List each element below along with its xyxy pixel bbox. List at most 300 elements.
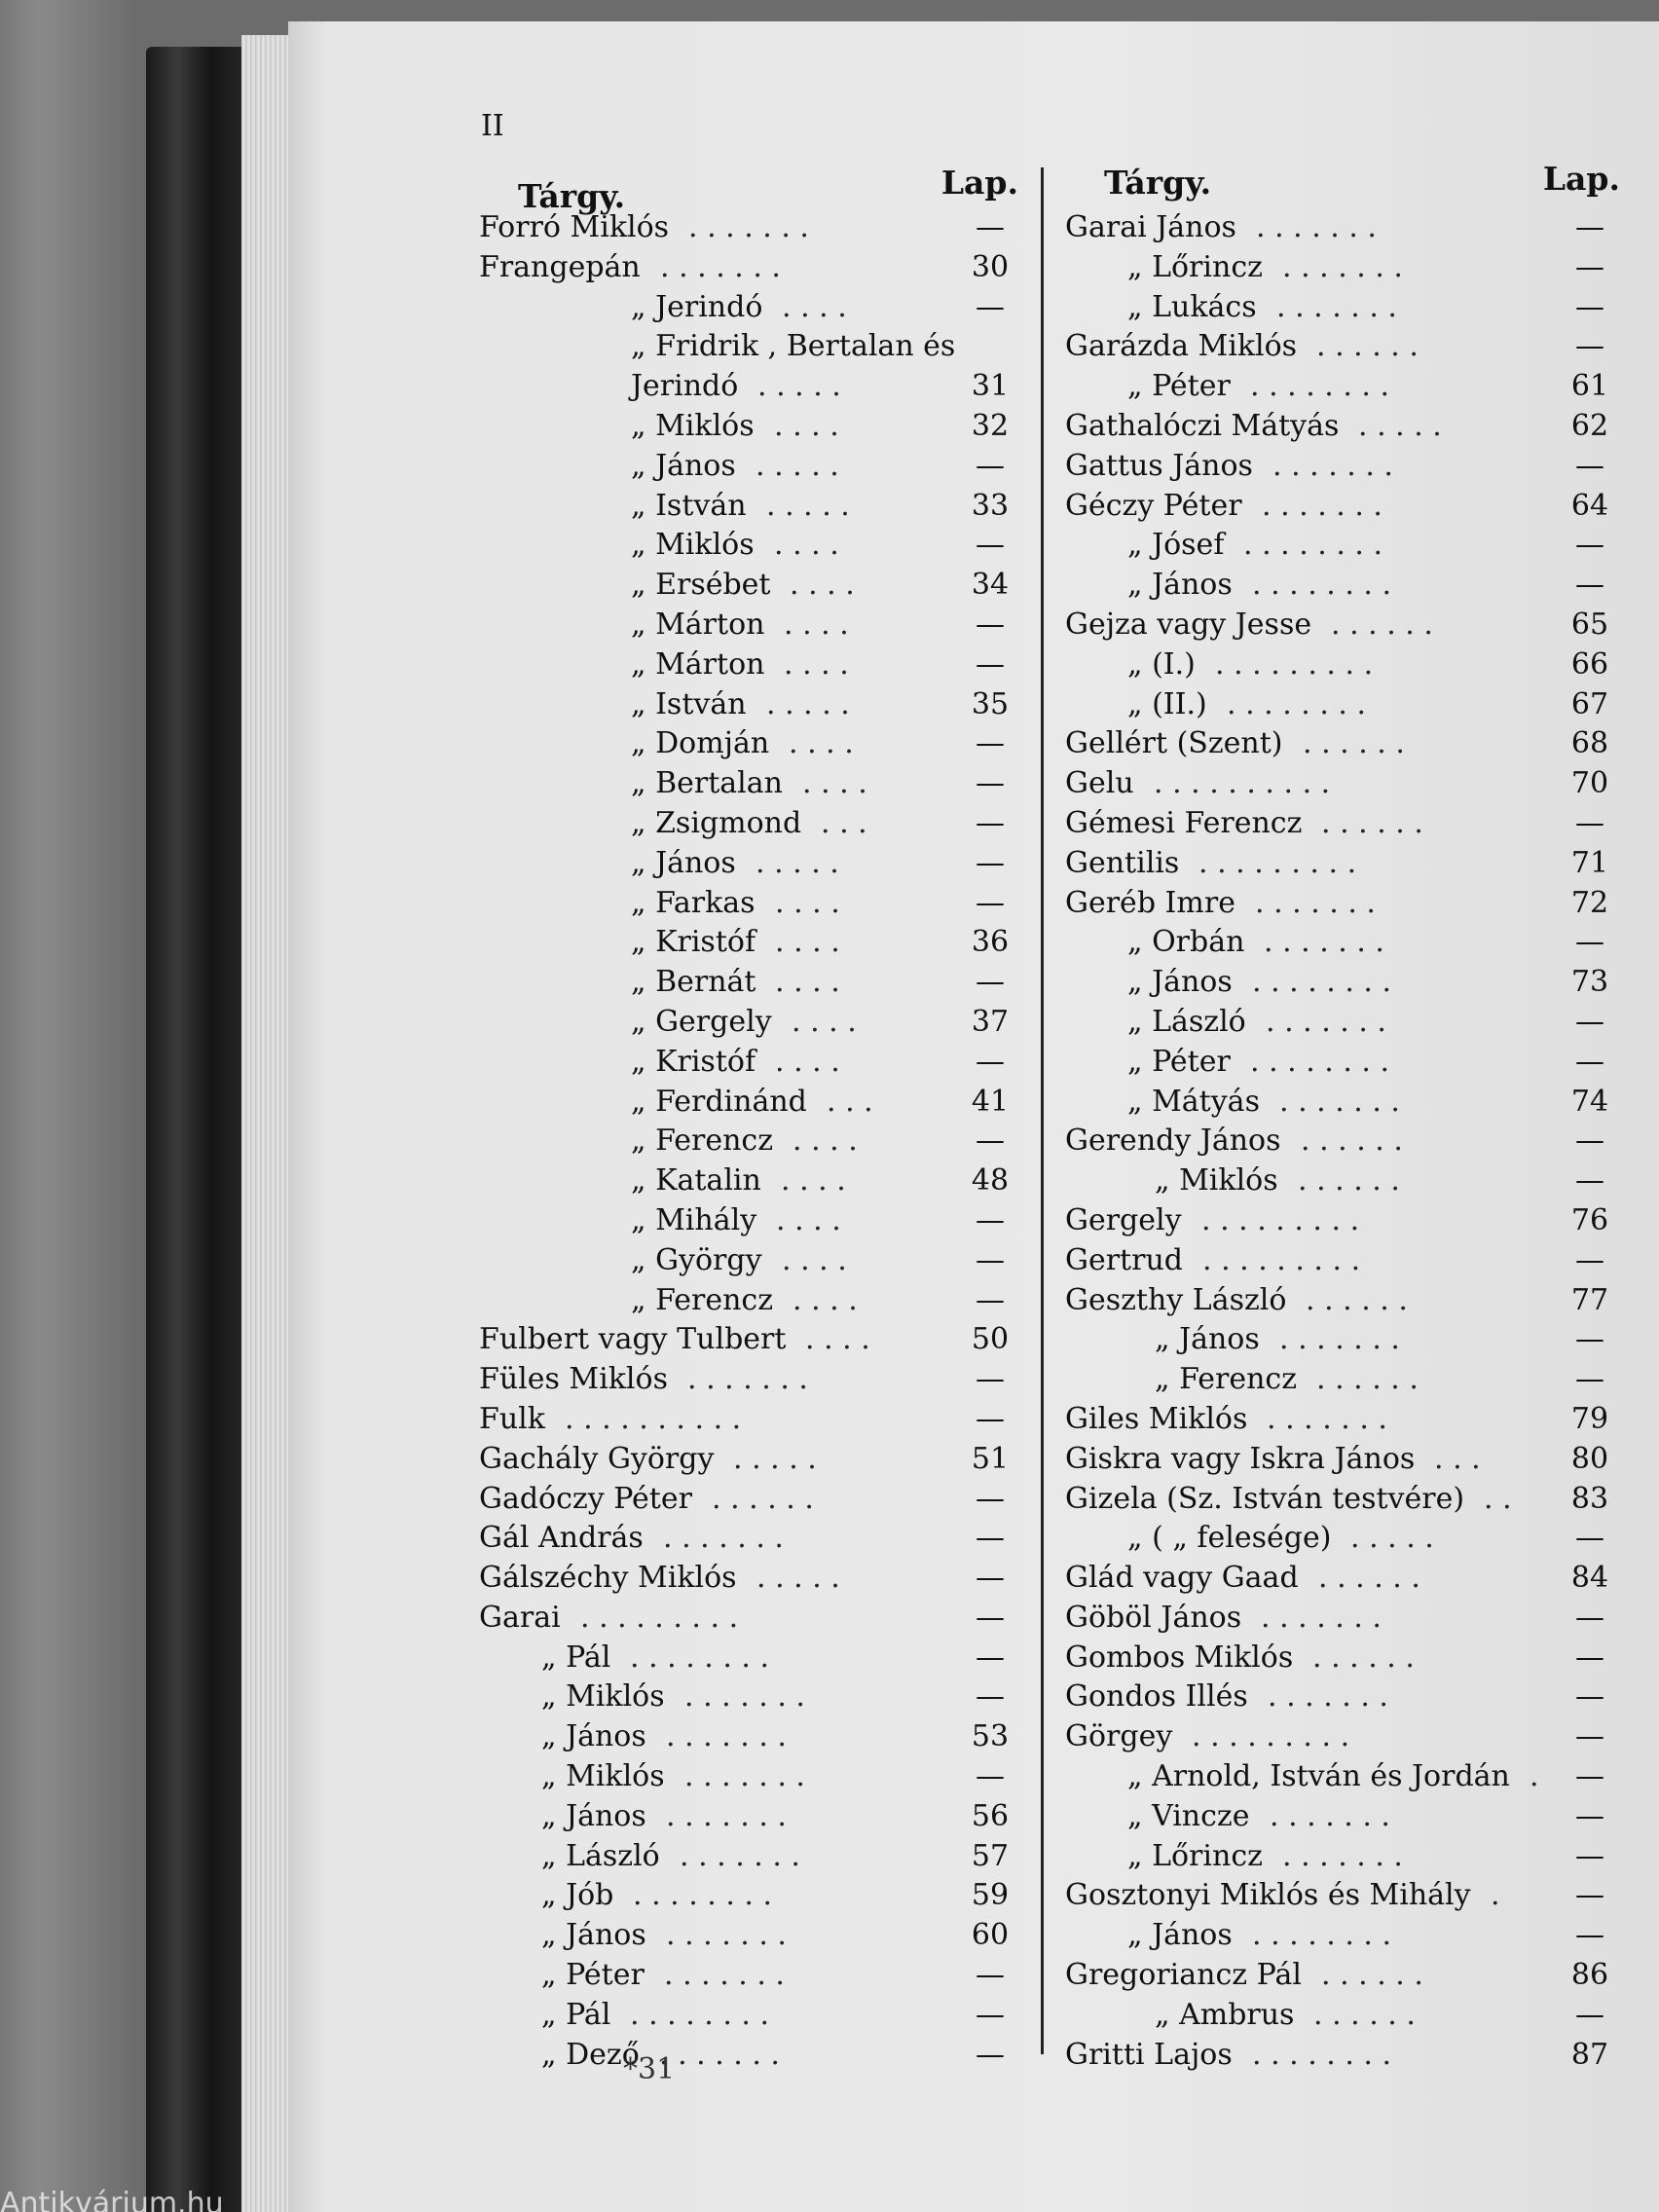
leader-dots: . . . . . . .: [1272, 448, 1393, 483]
index-entry: [1065, 327, 1620, 367]
leader-dots: . . . . . . . .: [630, 1997, 770, 2032]
entry-page: 56: [971, 1798, 1010, 1833]
entry-subject: Gombos Miklós: [1065, 1640, 1294, 1675]
index-entry: [479, 487, 1020, 527]
leader-dots: . . . . . . .: [684, 1759, 805, 1794]
leader-dots: . . . . . . .: [1256, 210, 1377, 244]
index-entry: [1065, 1161, 1620, 1201]
entry-page: —: [1575, 568, 1604, 603]
entry-subject: „ Kristóf: [631, 925, 756, 960]
leader-dots: . . . . . .: [1303, 726, 1405, 761]
entry-subject: Gizela (Sz. István testvére): [1065, 1481, 1465, 1516]
entry-subject: „ (I.): [1127, 646, 1196, 682]
leader-dots: . .: [1484, 1481, 1512, 1516]
leader-dots: . . . . . . .: [1282, 249, 1403, 284]
entry-subject: Gertrud: [1065, 1242, 1183, 1277]
entry-subject: Gémesi Ferencz: [1065, 805, 1303, 840]
leader-dots: . . . .: [775, 885, 840, 920]
index-entry: [479, 1837, 1020, 1877]
entry-subject: „ Fridrik , Bertalan és: [631, 329, 956, 364]
index-entry: [1065, 367, 1620, 407]
entry-subject: „ István: [631, 488, 747, 523]
index-entry: [479, 1161, 1020, 1201]
entry-page: 74: [1570, 1084, 1609, 1119]
entry-subject: „ Domján: [631, 726, 770, 761]
entry-subject: Gritti Lajos: [1065, 2037, 1233, 2072]
index-entry: [479, 367, 1020, 407]
entry-page: 48: [971, 1163, 1010, 1198]
index-entry: [1065, 804, 1620, 844]
entry-page: —: [1575, 1322, 1604, 1357]
index-entry: [1065, 566, 1620, 606]
entry-page: 61: [1570, 369, 1609, 404]
leader-dots: . . . .: [774, 408, 839, 443]
entry-page: —: [976, 726, 1005, 761]
index-entry: [479, 248, 1020, 288]
entry-subject: Gerendy János: [1065, 1124, 1281, 1159]
entry-page: —: [976, 607, 1005, 642]
entry-page: —: [976, 1561, 1005, 1596]
entry-page: —: [976, 885, 1005, 920]
index-entry: [479, 1956, 1020, 1996]
index-entry: [1065, 606, 1620, 645]
entry-subject: „ János: [541, 1918, 646, 1953]
entry-subject: Géczy Péter: [1065, 488, 1242, 523]
index-entry: [1065, 288, 1620, 328]
entry-page: —: [976, 1481, 1005, 1516]
entry-page: —: [1575, 1997, 1604, 2032]
entry-subject: „ Mihály: [631, 1202, 757, 1237]
entry-page: —: [976, 1521, 1005, 1556]
leader-dots: . . . . .: [766, 686, 850, 721]
leader-dots: . . . . . . . .: [1252, 568, 1392, 603]
entry-subject: „ János: [1127, 965, 1233, 1000]
leader-dots: . . . .: [774, 528, 839, 563]
leader-dots: . . . . . . . .: [630, 1640, 770, 1675]
index-entry: [1065, 1043, 1620, 1083]
entry-page: —: [976, 210, 1005, 244]
index-entry: [1065, 487, 1620, 527]
entry-page: 60: [971, 1918, 1010, 1953]
entry-page: —: [1575, 1640, 1604, 1675]
leader-dots: . . . . . . .: [659, 2037, 780, 2072]
index-entry: [479, 1360, 1020, 1400]
entry-page: 36: [971, 925, 1010, 960]
leader-dots: . . . . . . . . .: [1202, 1242, 1361, 1277]
leader-dots: . . . . . . .: [1261, 1600, 1382, 1635]
entry-page: —: [976, 646, 1005, 682]
leader-dots: . . . . . .: [1298, 1163, 1400, 1198]
index-entry: [1065, 923, 1620, 963]
leader-dots: . . . . . . . .: [1252, 1918, 1392, 1953]
entry-page: —: [1575, 1878, 1604, 1913]
entry-subject: „ László: [541, 1838, 660, 1873]
index-entry: [1065, 645, 1620, 685]
entry-subject: „ Ambrus: [1155, 1997, 1295, 2032]
index-entry: [479, 407, 1020, 447]
entry-subject: Fulbert vagy Tulbert: [479, 1322, 787, 1357]
index-entry: [479, 1281, 1020, 1321]
entry-subject: „ Márton: [631, 607, 765, 642]
entry-subject: Giskra vagy Iskra János: [1065, 1441, 1416, 1476]
index-entry: [479, 1717, 1020, 1757]
leader-dots: . . . .: [775, 965, 840, 1000]
index-entry: [479, 1083, 1020, 1123]
leader-dots: . . . .: [790, 568, 855, 603]
index-rows-left: [479, 208, 1020, 2075]
index-entry: [479, 685, 1020, 725]
leader-dots: . . . .: [782, 1242, 847, 1277]
index-entry: [1065, 1241, 1620, 1281]
entry-subject: Forró Miklós: [479, 210, 670, 244]
entry-subject: „ János: [541, 1719, 646, 1754]
index-entry: [1065, 1677, 1620, 1717]
leader-dots: . . . . . .: [1321, 1958, 1423, 1993]
index-entry: [1065, 1639, 1620, 1678]
entry-page: —: [976, 1997, 1005, 2032]
leader-dots: . . . . .: [766, 488, 850, 523]
entry-subject: Gadóczy Péter: [479, 1481, 692, 1516]
entry-subject: „ Ferdinánd: [631, 1084, 807, 1119]
entry-subject: „ Ferencz: [631, 1282, 774, 1317]
leader-dots: . . . . . .: [1301, 1124, 1403, 1159]
index-entry: [1065, 1122, 1620, 1161]
index-entry: [1065, 526, 1620, 566]
entry-subject: „ Péter: [1127, 369, 1231, 404]
leader-dots: . . . . . . . .: [1250, 1044, 1390, 1079]
entry-page: 64: [1570, 488, 1609, 523]
entry-page: 66: [1570, 646, 1609, 682]
entry-page: 76: [1570, 1202, 1609, 1237]
entry-subject: „ (II.): [1127, 686, 1207, 721]
entry-subject: „ Bernát: [631, 965, 756, 1000]
leader-dots: . . . .: [784, 607, 849, 642]
index-entry: [479, 606, 1020, 645]
index-entry: [479, 923, 1020, 963]
index-entry: [1065, 963, 1620, 1003]
entry-page: —: [976, 1124, 1005, 1159]
entry-subject: Garai János: [1065, 210, 1236, 244]
entry-page: —: [1575, 1163, 1604, 1198]
entry-subject: „ Lukács: [1127, 289, 1257, 324]
entry-subject: Giles Miklós: [1065, 1401, 1248, 1436]
leader-dots: . . . . . . .: [664, 1958, 785, 1993]
index-entry: [479, 1003, 1020, 1043]
entry-subject: „ Katalin: [631, 1163, 761, 1198]
index-entry: [479, 1996, 1020, 2036]
entry-page: 86: [1570, 1958, 1609, 1993]
entry-page: —: [976, 1679, 1005, 1714]
index-entry: [479, 1916, 1020, 1956]
index-entry: [1065, 1876, 1620, 1916]
entry-subject: Garázda Miklós: [1065, 329, 1298, 364]
entry-subject: Gejza vagy Jesse: [1065, 607, 1312, 642]
index-entry: [479, 1519, 1020, 1559]
column-header: [1065, 160, 1620, 208]
index-entry: [1065, 1599, 1620, 1639]
entry-subject: „ Péter: [541, 1958, 645, 1993]
leader-dots: . . . . . . .: [666, 1798, 787, 1833]
index-entry: [1065, 1281, 1620, 1321]
index-entry: [1065, 1916, 1620, 1956]
entry-subject: „ György: [631, 1242, 762, 1277]
entry-page: —: [976, 1202, 1005, 1237]
entry-subject: Gachály György: [479, 1441, 715, 1476]
signature-mark: *31: [623, 2052, 676, 2086]
watermark: Antikvárium.hu: [0, 2187, 224, 2212]
page-header: Lap.: [940, 164, 1018, 202]
leader-dots: . . . . . . . . .: [580, 1600, 739, 1635]
entry-subject: „ Miklós: [1155, 1163, 1278, 1198]
index-entry: [479, 1201, 1020, 1241]
entry-page: 65: [1570, 607, 1609, 642]
leader-dots: . . . . . .: [1316, 1362, 1419, 1397]
entry-page: —: [1575, 1679, 1604, 1714]
leader-dots: . . . . . . .: [1255, 885, 1376, 920]
index-entry: [1065, 2036, 1620, 2076]
entry-page: 30: [971, 249, 1010, 284]
index-entry: [1065, 1996, 1620, 2036]
index-entry: [479, 1241, 1020, 1281]
entry-subject: „ Pál: [541, 1640, 611, 1675]
entry-subject: „ Farkas: [631, 885, 756, 920]
entry-page: 67: [1570, 686, 1609, 721]
entry-subject: Gergely: [1065, 1202, 1182, 1237]
entry-page: 35: [971, 686, 1010, 721]
index-entry: [1065, 724, 1620, 764]
entry-subject: „ Orbán: [1127, 925, 1245, 960]
entry-subject: „ Miklós: [631, 528, 755, 563]
index-entry: [479, 764, 1020, 804]
leader-dots: . . . .: [789, 726, 854, 761]
page-edges: [241, 35, 290, 2212]
index-rows-right: [1065, 208, 1620, 2075]
entry-subject: „ ( „ felesége): [1127, 1521, 1332, 1556]
entry-page: 51: [971, 1441, 1010, 1476]
leader-dots: . . . .: [784, 646, 849, 682]
leader-dots: . . . .: [775, 1044, 840, 1079]
index-entry: [479, 208, 1020, 248]
entry-subject: Gentilis: [1065, 845, 1180, 880]
entry-page: 33: [971, 488, 1010, 523]
entry-page: 62: [1570, 408, 1609, 443]
entry-subject: Füles Miklós: [479, 1362, 668, 1397]
entry-subject: „ Zsigmond: [631, 805, 802, 840]
entry-subject: „ Jósef: [1127, 528, 1225, 563]
entry-page: —: [1575, 329, 1604, 364]
index-entry: [1065, 1837, 1620, 1877]
index-entry: [1065, 1360, 1620, 1400]
index-entry: [479, 1043, 1020, 1083]
entry-subject: „ János: [541, 1798, 646, 1833]
entry-subject: „ Mátyás: [1127, 1084, 1260, 1119]
index-entry: [1065, 1083, 1620, 1123]
index-entry: [1065, 208, 1620, 248]
index-entry: [479, 1400, 1020, 1440]
leader-dots: . . . .: [782, 289, 847, 324]
entry-page: —: [976, 1640, 1005, 1675]
entry-page: —: [976, 1401, 1005, 1436]
entry-page: —: [976, 1242, 1005, 1277]
entry-subject: „ János: [1127, 1918, 1233, 1953]
entry-subject: „ Jerindó: [631, 289, 763, 324]
entry-page: 77: [1570, 1282, 1609, 1317]
entry-subject: Gál András: [479, 1521, 644, 1556]
leader-dots: . . . . .: [756, 1561, 840, 1596]
leader-dots: . . . . . .: [1331, 607, 1433, 642]
index-column-right: [1065, 160, 1620, 2075]
entry-page: 80: [1570, 1441, 1609, 1476]
leader-dots: . . . . . .: [1321, 805, 1423, 840]
entry-subject: Görgey: [1065, 1719, 1173, 1754]
page-header: Lap.: [1542, 160, 1620, 198]
leader-dots: . . . . . .: [1313, 1997, 1416, 2032]
leader-dots: . . . . .: [1350, 1521, 1434, 1556]
entry-page: 79: [1570, 1401, 1609, 1436]
index-entry: [479, 288, 1020, 328]
index-entry: [1065, 447, 1620, 487]
entry-page: 53: [971, 1719, 1010, 1754]
leader-dots: . . . . .: [733, 1441, 817, 1476]
leader-dots: . . . . . . . .: [633, 1878, 773, 1913]
page-number: II: [481, 109, 504, 143]
entry-page: —: [976, 1044, 1005, 1079]
index-entry: [1065, 1440, 1620, 1480]
entry-subject: „ Péter: [1127, 1044, 1231, 1079]
entry-subject: „ Miklós: [631, 408, 755, 443]
leader-dots: . . .: [827, 1084, 873, 1119]
leader-dots: . . . .: [775, 925, 840, 960]
entry-subject: Gelu: [1065, 766, 1134, 801]
index-entry: [479, 645, 1020, 685]
subject-header: Tárgy.: [1104, 164, 1212, 202]
leader-dots: . . . . . .: [1318, 1561, 1420, 1596]
entry-page: —: [976, 1958, 1005, 1993]
leader-dots: . . . . . . .: [684, 1679, 805, 1714]
index-entry: [1065, 884, 1620, 924]
leader-dots: . . . .: [781, 1163, 846, 1198]
index-entry: [479, 327, 1020, 367]
column-divider: [1041, 167, 1044, 2054]
leader-dots: . . . . .: [1358, 408, 1442, 443]
leader-dots: .: [1530, 1759, 1539, 1794]
entry-subject: Gellért (Szent): [1065, 726, 1283, 761]
entry-page: —: [1575, 1521, 1604, 1556]
entry-page: —: [1575, 1362, 1604, 1397]
leader-dots: . . . . . . .: [1270, 1798, 1390, 1833]
index-entry: [479, 963, 1020, 1003]
leader-dots: . . . . . . . . . .: [1154, 766, 1331, 801]
entry-subject: Gathalóczi Mátyás: [1065, 408, 1340, 443]
entry-subject: „ Ferencz: [631, 1124, 774, 1159]
entry-page: 87: [1570, 2037, 1609, 2072]
leader-dots: . . . . . . . . .: [1198, 845, 1357, 880]
entry-page: —: [976, 1282, 1005, 1317]
leader-dots: . . . . . . .: [666, 1719, 787, 1754]
entry-subject: Gálszéchy Miklós: [479, 1561, 737, 1596]
entry-subject: „ Márton: [631, 646, 765, 682]
index-entry: [1065, 1757, 1620, 1797]
entry-subject: „ János: [631, 448, 736, 483]
index-entry: [1065, 764, 1620, 804]
entry-subject: „ Lőrincz: [1127, 249, 1263, 284]
index-entry: [479, 1122, 1020, 1161]
index-entry: [1065, 1797, 1620, 1837]
leader-dots: . . . . . .: [1316, 329, 1419, 364]
entry-page: —: [976, 1362, 1005, 1397]
entry-page: —: [976, 805, 1005, 840]
entry-page: 34: [971, 568, 1010, 603]
leader-dots: . . .: [821, 805, 867, 840]
column-header: [479, 164, 1020, 215]
entry-subject: „ Miklós: [541, 1759, 665, 1794]
entry-subject: „ Jób: [541, 1878, 614, 1913]
entry-subject: Gregoriancz Pál: [1065, 1958, 1302, 1993]
index-entry: [479, 1559, 1020, 1599]
entry-page: —: [1575, 1044, 1604, 1079]
entry-page: 71: [1570, 845, 1609, 880]
entry-page: 70: [1570, 766, 1609, 801]
entry-subject: „ Miklós: [541, 1679, 665, 1714]
index-entry: [479, 724, 1020, 764]
entry-page: 83: [1570, 1481, 1609, 1516]
leader-dots: . . . .: [793, 1282, 858, 1317]
entry-page: —: [976, 1759, 1005, 1794]
leader-dots: . . . . . . .: [663, 1521, 784, 1556]
entry-page: 32: [971, 408, 1010, 443]
leader-dots: . . . . . . .: [666, 1918, 787, 1953]
entry-page: —: [1575, 1798, 1604, 1833]
index-entry: [479, 1599, 1020, 1639]
entry-page: —: [976, 289, 1005, 324]
leader-dots: . . . . . .: [1306, 1282, 1408, 1317]
entry-page: —: [1575, 1719, 1604, 1754]
index-entry: [479, 1639, 1020, 1678]
leader-dots: . . . . . . . . . .: [565, 1401, 742, 1436]
leader-dots: . . . . . . .: [1262, 488, 1382, 523]
entry-page: 84: [1570, 1561, 1609, 1596]
index-entry: [1065, 1320, 1620, 1360]
entry-subject: Jerindó: [631, 369, 739, 404]
leader-dots: . . . . . .: [712, 1481, 814, 1516]
leader-dots: . . . . . . . .: [1252, 2037, 1392, 2072]
leader-dots: . . . .: [802, 766, 867, 801]
leader-dots: . . . . . . .: [1279, 1322, 1400, 1357]
index-column-left: [479, 164, 1020, 2075]
index-entry: [1065, 1003, 1620, 1043]
leader-dots: . . . . . . .: [1276, 289, 1397, 324]
index-entry: [479, 1480, 1020, 1520]
leader-dots: . . . . . . .: [688, 210, 809, 244]
index-entry: [1065, 1480, 1620, 1520]
leader-dots: . . .: [1434, 1441, 1481, 1476]
entry-subject: Frangepán: [479, 249, 641, 284]
entry-subject: „ Lőrincz: [1127, 1838, 1263, 1873]
index-entry: [479, 804, 1020, 844]
entry-page: —: [1575, 1918, 1604, 1953]
entry-page: —: [976, 528, 1005, 563]
entry-page: 57: [971, 1838, 1010, 1873]
index-entry: [1065, 1717, 1620, 1757]
entry-page: —: [1575, 805, 1604, 840]
leader-dots: . . . . . . . . .: [1192, 1719, 1350, 1754]
leader-dots: . . . . . . .: [1266, 1004, 1386, 1039]
entry-page: 68: [1570, 726, 1609, 761]
entry-subject: „ Dező: [541, 2037, 640, 2072]
entry-page: —: [1575, 1242, 1604, 1277]
entry-page: 31: [971, 369, 1010, 404]
leader-dots: . . . . . . . .: [1227, 686, 1367, 721]
